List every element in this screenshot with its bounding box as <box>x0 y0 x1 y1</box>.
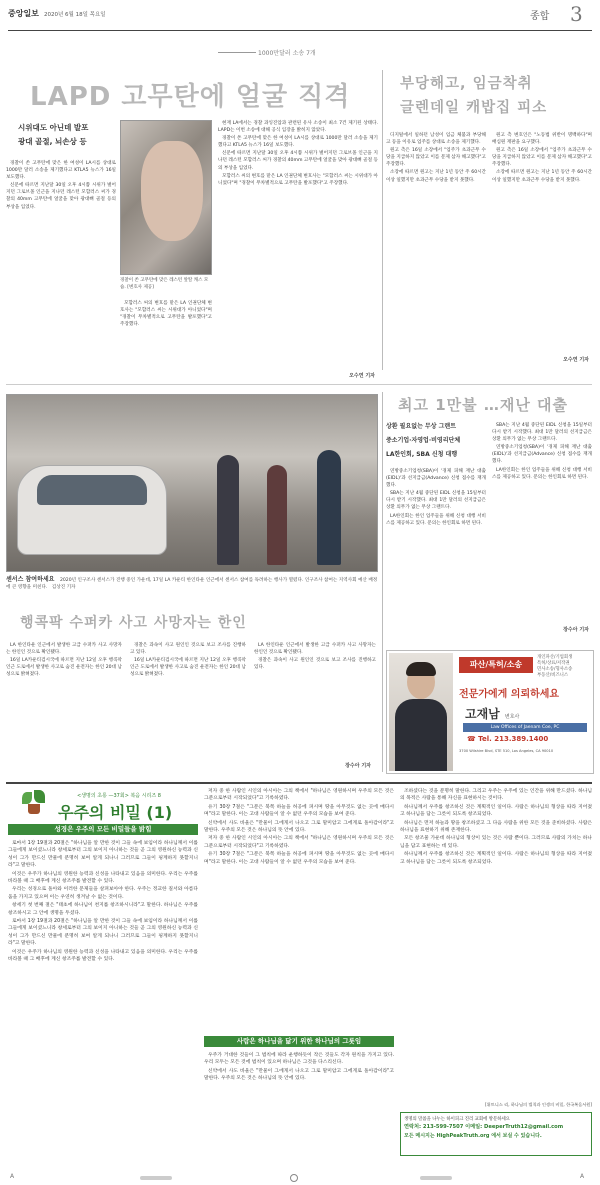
column-divider <box>382 392 383 772</box>
side-item: 민사소송/형사소송 <box>537 667 573 672</box>
paragraph: 경찰은 과속이 사고 원인인 것으로 보고 조사를 진행하고 있다. <box>130 643 246 656</box>
byline: 장수아 기자 <box>345 763 371 769</box>
paragraph: 우주가 거대한 것들이 그 법칙에 따라 운행하듯이 작은 것들도 각자 원칙을 가지고 있다. 우리 모두는 모든 것에 법칙이 있으며 하나님은 그것을 다스리신다. <box>204 1053 394 1066</box>
paragraph: 우리는 성경으로 돌아와 이러한 문제들을 살펴보아야 한다. 우주는 정교한 질서와 아름다움을 가지고 있으며 이는 우연히 생겨날 수 없는 것이다. <box>8 887 198 900</box>
plant-icon <box>20 790 48 816</box>
headline-1: 부당해고, 임금착취 <box>400 76 533 92</box>
paragraph: 경찰이 쏜 고무탄에 맞은 한 여성이 LA시를 상대로 1000만 달러 소송을 제기했다고 KTLA5 뉴스가 16일 보도했다. <box>218 136 378 149</box>
paragraph: 하나님은 먼저 하늘과 땅을 창조하셨고 그 다음 사람을 위한 모든 것을 준비하셨다. 사람은 하나님을 표현하기 위해 존재한다. <box>400 820 592 834</box>
paragraph: LA한인회는 한인 업주들을 위해 신청 대행 서비스를 제공하고 있다. 문의는 한인회로 하면 된다. <box>492 467 592 480</box>
phone-number: Tel. 213.389.1400 <box>478 735 549 743</box>
lawyer-name-line <box>465 703 519 722</box>
column-mid-text-2 <box>204 1052 394 1084</box>
firm-name: Law Offices of Jaenam Coe, PC <box>463 723 587 732</box>
contact-line-1: 생명의 말씀을 나누는 하이피크 진리 교회에 방문하세요 <box>404 1117 510 1122</box>
issue-date: 2020년 6월 18일 목요일 <box>44 12 106 18</box>
ad-phone <box>467 735 548 743</box>
paragraph: 연방중소기업청(SBA)이 '경제 피해 재난 대출(EIDL)'과 선지급금(Advance) 신청 접수를 재개했다. <box>492 445 592 465</box>
paragraph: 저자 중 한 사람인 시인의 아시아는 그의 책에서 "하나님은 영원하시며 우주의 모든 것은 그분으로부터 시작되었다"고 기록하였다. <box>204 836 394 849</box>
leaf-shape <box>22 792 32 804</box>
lawyer-photo <box>389 653 453 771</box>
contact-line-3: 모든 메시지는 HighPeakTruth.org 에서 보실 수 있습니다. <box>404 1133 542 1139</box>
kicker: 1000만달러 소송 7개 <box>258 50 316 57</box>
paragraph: SBA는 지난 4월 중단된 EIDL 신청을 15일부터 다시 받기 시작했다. 최대 1만 달러의 선지급금은 상환 의무가 없는 무상 그랜트다. <box>386 491 486 511</box>
contact-line-2: 연락처: 213-599-7507 이메일: DeeperTruth12@gmail.com <box>404 1124 564 1130</box>
census-caption <box>6 576 378 591</box>
paragraph: LA 한인타운 인근에서 발생한 고급 수퍼카 사고 사망자는 한인인 것으로 확인됐다. <box>254 643 376 656</box>
caption-byline: 김상진 기자 <box>51 585 76 590</box>
paragraph: 로마서 1장 19절과 20절은 "하나님을 알 만한 것이 그들 속에 보임이라 하나님께서 이를 그들에게 보이셨느니라 창세로부터 그의 보이지 아니하는 것들 곧 그의 영원하신 능력과 신성이 그가 만드신 만물에 분명히 보여 알게 되나니 그러므로 그들이 핑계하지 못할지니라"고 말한다. <box>8 841 198 869</box>
subhead-2: 중소기업·자영업·비영리단체 <box>386 437 461 444</box>
lawyer-ad <box>386 650 594 774</box>
caption-label: 센서스 참여하세요 <box>6 576 55 583</box>
phone-icon: ☎ <box>467 735 476 743</box>
census-photo <box>6 394 378 572</box>
photo-caption <box>120 278 212 291</box>
person-1 <box>217 455 239 565</box>
ad-headline: 전문가에게 의뢰하세요 <box>459 689 560 700</box>
caption-credit: [변호사 제공] <box>127 284 154 290</box>
paragraph: 신문에 따르면 지난달 30일 오후 4시쯤 시위가 벌어지던 그로브몰 인근을 지나던 레스턴 모합러스 씨가 경찰의 40mm 고무탄에 얼굴을 맞아 광대뼈 골절 등의 부상을 입었다. <box>6 183 116 210</box>
section-name: 종합 <box>530 11 550 22</box>
paragraph: 신문에 따르면 지난달 30일 오후 4시쯤 시위가 벌어지던 그로브몰 인근을 지나던 레스턴 모합러스 씨가 경찰의 40mm 고무탄에 얼굴을 맞아 광대뼈 골절 등의 부상을 입었다. <box>218 151 378 171</box>
paragraph: 16일 LA카운티검시국에 따르면 지난 12일 오후 행콕팍 인근 도로에서 발생한 사고로 숨진 운전자는 한인 20대 남성으로 밝혀졌다. <box>130 658 246 678</box>
paragraph: 경찰은 과속이 사고 원인인 것으로 보고 조사를 진행하고 있다. <box>254 658 376 671</box>
paragraph: 하나님께서 우주를 창조하신 것은 계획적인 일이다. 사람은 하나님의 형상을 따라 지어졌고 하나님을 담는 그릇이 되도록 창조되었다. <box>400 852 592 865</box>
byline: 오수연 기자 <box>349 373 375 379</box>
paragraph: 모합러스 씨의 변호를 맡은 LA 인권단체 변호사는 "모합러스 씨는 시위대가 아니었다"며 "경찰이 무차별적으로 고무탄을 발포했다"고 주장했다. <box>120 301 212 328</box>
column-title: 우주의 비밀 (1) <box>58 803 173 822</box>
green-bar-2: 사람은 하나님을 닮기 위한 하나님의 그릇임 <box>204 1036 394 1047</box>
page-number: 3 <box>570 2 583 26</box>
paragraph: 신약에서 사도 바울은 "만물이 그에게서 나오고 그로 말미암고 그에게로 돌아감이라"고 말한다. 우주의 모든 것은 하나님의 뜻 안에 있다. <box>204 1068 394 1082</box>
article-rent <box>384 40 596 370</box>
section-rule <box>6 384 592 385</box>
lawyer-hair <box>406 662 436 676</box>
registration-mark-center <box>290 1174 298 1182</box>
lapd-photo <box>120 120 212 275</box>
column-left-text <box>8 840 198 965</box>
person-3 <box>317 450 341 565</box>
byline: 오수연 기자 <box>563 357 589 363</box>
paragraph: SBA는 지난 4월 중단된 EIDL 신청을 15일부터 다시 받기 시작했다. 최대 1만 달러의 선지급금은 상환 의무가 없는 무상 그랜트다. <box>492 423 592 443</box>
paragraph: 경찰이 쏜 고무탄에 맞은 한 여성이 LA시를 상대로 1000만 달러 소송을 제기했다고 KTLA5 뉴스가 16일 보도했다. <box>6 161 116 181</box>
paragraph: 유기 30장 7절은 "그분은 북쪽 하늘을 허공에 펴시며 땅을 아무것도 없는 곳에 매다시며"라고 말한다. 이는 고대 사람들이 알 수 없던 우주의 모습을 보여 준다. <box>204 804 394 818</box>
side-item: 특허/상표/저작권 <box>537 661 570 666</box>
body-col-2 <box>120 300 212 329</box>
paragraph: 16일 LA카운티검시국에 따르면 지난 12일 오후 행콕팍 인근 도로에서 발생한 사고로 숨진 운전자는 한인 20대 남성으로 밝혀졌다. <box>6 658 122 678</box>
pot-shape <box>28 804 40 814</box>
caption-text: 2020년 인구조사 센서스가 진행 중인 가운데, 17일 LA 카운티 한인타운 인근에서 센서스 참여를 독려하는 행사가 열렸다. 인구조사 참여는 지역사회 예산 배정에 큰 영향을 미친다. <box>6 578 378 590</box>
kicker-rule <box>218 52 256 53</box>
paragraph: 로마서 1장 19절과 20절은 "하나님을 알 만한 것이 그들 속에 보임이라 하나님께서 이를 그들에게 보이셨느니라 창세로부터 그의 보이지 아니하는 것들 곧 그의 영원하신 능력과 신성이 그가 만드신 만물에 분명히 보여 알게 되나니 그러므로 그들이 핑계하지 못할지니라"고 말한다. <box>8 919 198 947</box>
article-lapd <box>0 40 380 385</box>
paragraph: 원고 측은 16일 소장에서 "업주가 초과근무 수당을 지급하지 않았고 이를 문제 삼자 해고했다"고 주장했다. <box>492 148 592 168</box>
paragraph: LA 한인타운 인근에서 발생한 고급 수퍼카 사고 사망자는 한인인 것으로 확인됐다. <box>6 643 122 656</box>
footer-marker-right: A <box>580 1173 585 1180</box>
side-item: 개인파산/기업회생 <box>537 655 573 660</box>
body-col-1 <box>386 132 486 185</box>
headline: 행콕팍 수퍼카 사고 사망자는 한인 <box>20 615 247 631</box>
ad-tag: 파산/특허/소송 <box>459 657 533 673</box>
lawyer-title: 변호사 <box>504 714 520 720</box>
paragraph: 저자 중 한 사람인 시인의 아시아는 그의 책에서 "하나님은 영원하시며 우주의 모든 것은 그분으로부터 시작되었다"고 기록하였다. <box>204 789 394 802</box>
body-col-2 <box>492 132 592 185</box>
contact-box <box>400 1112 592 1156</box>
paragraph: 하나님께서 우주를 창조하신 것은 계획적인 일이다. 사람은 하나님의 형상을 따라 지어졌고 하나님을 담는 그릇이 되도록 창조되었다. <box>400 804 592 818</box>
paragraph: 조하셨다는 것을 분명히 말한다. 그리고 우주는 우주에 있는 인간을 위해 만드셨다. 하나님의 목적은 사람을 통해 자신을 표현하시는 것이다. <box>400 789 592 802</box>
paragraph: 디지털에서 일하던 남성이 임금 체불과 부당해고 등을 이유로 업주를 상대로 소송을 제기했다. <box>386 133 486 146</box>
body-col-3 <box>218 120 378 188</box>
paragraph: 모합러스 씨의 변호를 맡은 LA 인권단체 변호사는 "모합러스 씨는 시위대가 아니었다"며 "경찰이 무차별적으로 고무탄을 발포했다"고 주장했다. <box>218 173 378 186</box>
column-section <box>6 786 594 1166</box>
paragraph: 원고 측 변호인은 "노동법 위반이 명백하다"며 배심원 재판을 요구했다. <box>492 133 592 146</box>
side-item: 부동산/비즈니스 <box>537 673 569 678</box>
footer-note: [위트니스 리, 하나님의 법칙과 인생의 비밀, 한국복음서원] <box>485 1102 592 1107</box>
ad-address: 3700 Wilshire Blvd, STE 510, Los Angeles, CA 90010 <box>459 749 554 753</box>
lawyer-suit <box>395 699 447 771</box>
column-top-rule <box>6 782 592 784</box>
newspaper-logo: 중앙일보 <box>8 8 39 18</box>
column-right-text <box>400 788 592 867</box>
headline-2: 글렌데일 캐밥집 피소 <box>400 100 548 116</box>
car-window <box>37 475 147 505</box>
series-label: <생명의 초롱 —37회> 복음 시리즈 8 <box>76 793 161 799</box>
paragraph: 신약에서 사도 바울은 "만물이 그에게서 나오고 그로 말미암고 그에게로 돌아감이라"고 말한다. 우주의 모든 것은 하나님의 뜻 안에 있다. <box>204 820 394 834</box>
article-pharmacy <box>6 606 378 776</box>
person-2 <box>267 465 287 565</box>
paragraph: 모든 창조물 가운데 하나님의 형상이 있는 것은 사람 뿐이다. 그러므로 사람의 가치는 하나님을 담고 표현하는 데 있다. <box>400 836 592 849</box>
body-col-3 <box>254 642 376 672</box>
registration-mark-left <box>140 1176 172 1180</box>
paragraph: 소장에 따르면 원고는 지난 1년 동안 주 60시간 이상 일했지만 초과근무 수당을 받지 못했다. <box>492 170 592 183</box>
green-bar-1: 성경은 우주의 모든 비밀들을 밝힘 <box>8 824 198 835</box>
registration-mark-right <box>420 1176 452 1180</box>
body-col-1 <box>6 160 116 212</box>
face-shape <box>141 141 203 241</box>
masthead <box>0 0 600 40</box>
subhead-1: 상환 필요없는 무상 그랜트 <box>386 423 457 430</box>
subhead-1: 시위대도 아닌데 발포 <box>18 123 89 132</box>
caption-text: 경찰이 쏜 고무탄에 맞은 레스턴 앞딸 캐스 모습. <box>120 278 209 290</box>
paragraph: 이것은 우주가 하나님의 영원한 능력과 신성을 나타내고 있음을 의미한다. 우리는 우주를 바라볼 때 그 배후에 계신 창조주를 발견할 수 있다. <box>8 871 198 885</box>
paragraph: 이것은 우주가 하나님의 영원한 능력과 신성을 나타내고 있음을 의미한다. 우리는 우주를 바라볼 때 그 배후에 계신 창조주를 발견할 수 있다. <box>8 949 198 963</box>
paragraph: 소장에 따르면 원고는 지난 1년 동안 주 60시간 이상 일했지만 초과근무 수당을 받지 못했다. <box>386 170 486 183</box>
headline: 최고 1만불 …재난 대출 <box>398 396 569 414</box>
ad-side-list <box>537 655 593 679</box>
subhead-2: 광대 골절, 뇌손상 등 <box>18 137 87 146</box>
paragraph: 유기 30장 7절은 "그분은 북쪽 하늘을 허공에 펴시며 땅을 아무것도 없는 곳에 매다시며"라고 말한다. 이는 고대 사람들이 알 수 없던 우주의 모습을 보여 준다. <box>204 852 394 865</box>
paragraph: 원고 측은 16일 소장에서 "업주가 초과근무 수당을 지급하지 않았고 이를 문제 삼자 해고했다"고 주장했다. <box>386 148 486 168</box>
masthead-rule <box>8 30 592 31</box>
leaf-shape <box>34 790 45 803</box>
byline: 장수아 기자 <box>563 627 589 633</box>
headline: LAPD 고무탄에 얼굴 직격 <box>30 82 351 112</box>
paragraph: 연방중소기업청(SBA)이 '경제 피해 재난 대출(EIDL)'과 선지급금(Advance) 신청 접수를 재개했다. <box>386 469 486 489</box>
paragraph: 창세기 첫 번째 절은 "태초에 하나님이 천지를 창조하시니라"고 말한다. 하나님은 우주를 창조하시고 그 안에 생명을 두셨다. <box>8 903 198 916</box>
subhead-3: LA한인회, SBA 신청 대행 <box>386 451 458 458</box>
body-col-2 <box>130 642 246 679</box>
column-mid-text <box>204 788 394 867</box>
article-loan <box>384 392 596 642</box>
paragraph: 현재 LA에서는 경찰 과잉진압과 관련된 유사 소송이 최소 7건 제기된 상태다. LAPD는 이번 소송에 대해 공식 입장을 밝히지 않았다. <box>218 121 378 134</box>
footer-marker-left: A <box>10 1173 15 1180</box>
paragraph: LA한인회는 한인 업주들을 위해 신청 대행 서비스를 제공하고 있다. 문의는 한인회로 하면 된다. <box>386 513 486 526</box>
lawyer-name: 고재남 <box>465 707 500 721</box>
page-footer <box>0 1172 600 1185</box>
body-col-1 <box>6 642 122 679</box>
column-divider <box>382 70 383 370</box>
body-col-2 <box>492 422 592 482</box>
body-col-1 <box>386 468 486 528</box>
